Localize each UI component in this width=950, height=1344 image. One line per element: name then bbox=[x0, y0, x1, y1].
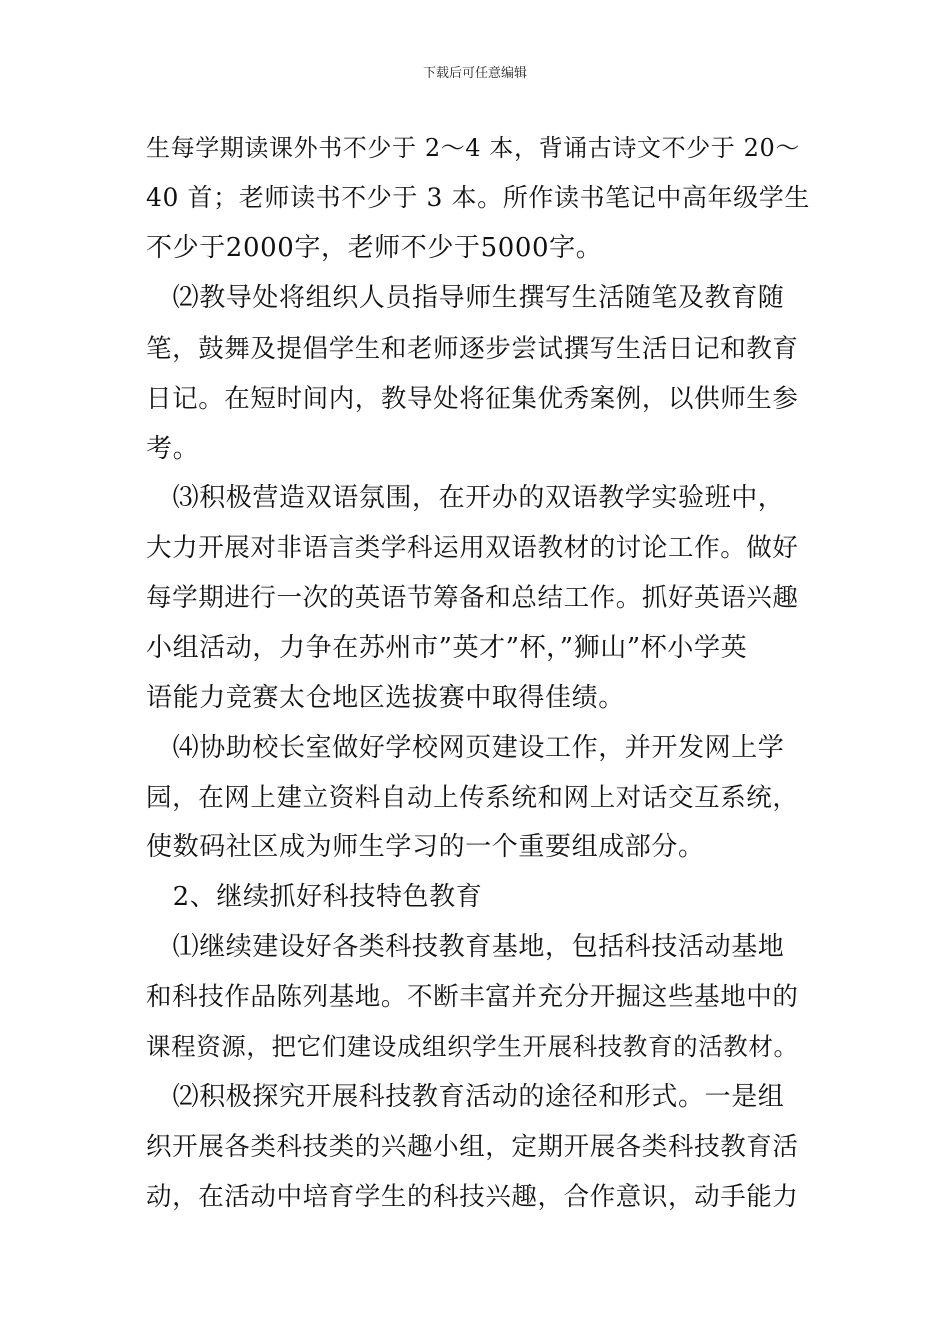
text-line: 40 首；老师读书不少于 3 本。所作读书笔记中高年级学生 bbox=[146, 183, 810, 212]
text-line: 园，在网上建立资料自动上传系统和网上对话交互系统， bbox=[146, 783, 799, 813]
section-heading: 2、继续抓好科技特色教育 bbox=[146, 882, 483, 912]
text-line: 考。 bbox=[146, 434, 200, 464]
text-line: 不少于2000字，老师不少于5000字。 bbox=[146, 233, 603, 263]
text-line: ⑷协助校长室做好学校网页建设工作，并开发网上学 bbox=[146, 733, 785, 763]
text-line: ⑴继续建设好各类科技教育基地，包括科技活动基地 bbox=[146, 932, 785, 962]
text-line: 和科技作品陈列基地。不断丰富并充分开掘这些基地中的 bbox=[146, 982, 799, 1012]
text-line: ⑵积极探究开展科技教育活动的途径和形式。一是组 bbox=[146, 1082, 785, 1112]
text-line: 动，在活动中培育学生的科技兴趣，合作意识，动手能力 bbox=[146, 1182, 799, 1212]
text-line: 每学期进行一次的英语节筹备和总结工作。抓好英语兴趣 bbox=[146, 583, 799, 613]
text-line: 生每学期读课外书不少于 2～4 本，背诵古诗文不少于 20～ bbox=[146, 134, 800, 162]
text-line: 笔，鼓舞及提倡学生和老师逐步尝试撰写生活日记和教育 bbox=[146, 334, 799, 364]
text-line: 小组活动，力争在苏州市”英才”杯，”狮山”杯小学英 bbox=[146, 633, 748, 663]
text-line: 织开展各类科技类的兴趣小组，定期开展各类科技教育活 bbox=[146, 1132, 799, 1162]
text-line: 使数码社区成为师生学习的一个重要组成部分。 bbox=[146, 832, 705, 862]
text-line: 语能力竞赛太仓地区选拔赛中取得佳绩。 bbox=[146, 683, 625, 713]
text-line: 日记。在短时间内，教导处将征集优秀案例，以供师生参 bbox=[146, 384, 799, 414]
text-line: ⑵教导处将组织人员指导师生撰写生活随笔及教育随 bbox=[146, 283, 785, 313]
text-line: 课程资源，把它们建设成组织学生开展科技教育的活教材。 bbox=[146, 1032, 799, 1061]
text-line: ⑶积极营造双语氛围，在开办的双语教学实验班中， bbox=[146, 483, 785, 513]
page-header: 下载后可任意编辑 bbox=[422, 66, 527, 81]
text-line: 大力开展对非语言类学科运用双语教材的讨论工作。做好 bbox=[146, 533, 799, 563]
